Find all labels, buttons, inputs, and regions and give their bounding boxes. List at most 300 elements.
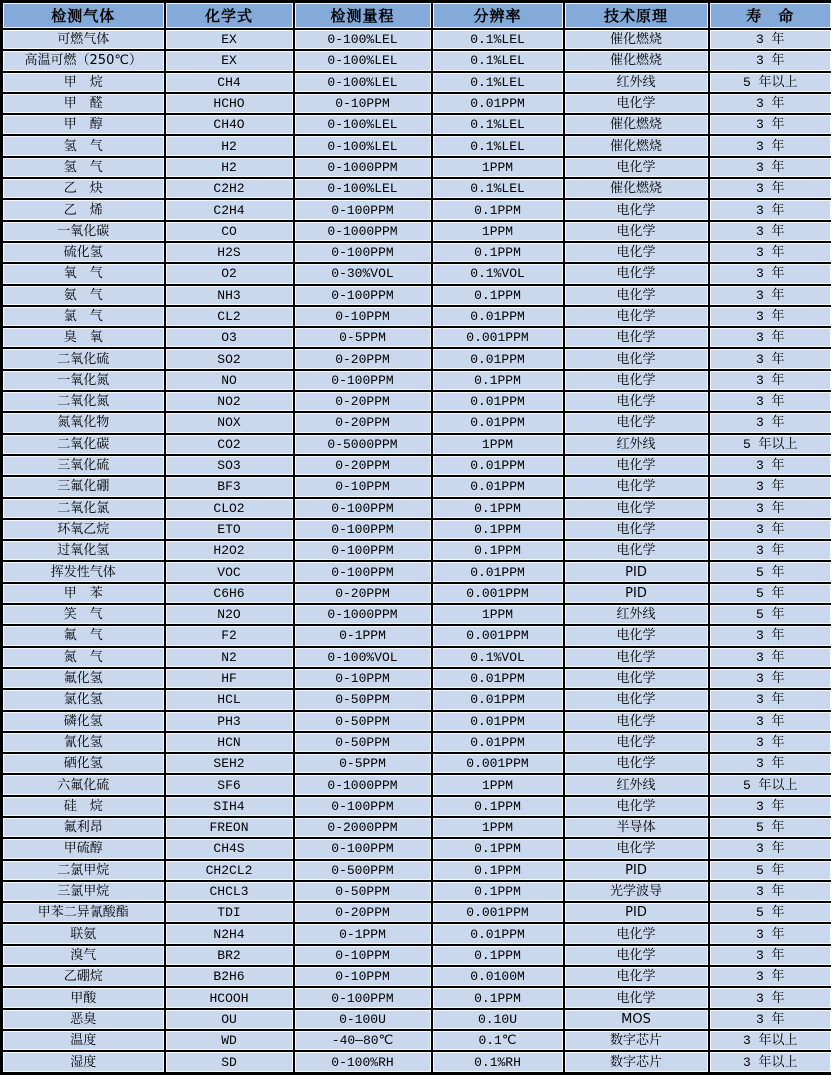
chemical-formula-cell: HCOOH [165, 987, 294, 1008]
lifespan-cell: 3 年 [709, 838, 831, 859]
gas-name-cell: 高温可燃（250℃） [2, 50, 165, 71]
table-row [2, 221, 831, 242]
chemical-formula-cell: NO2 [165, 391, 294, 412]
lifespan-cell: 3 年 [709, 29, 831, 50]
table-row [2, 732, 831, 753]
detection-range-cell: 0-1PPM [294, 923, 432, 944]
principle-cell: 红外线 [564, 434, 709, 455]
principle-cell: 半导体 [564, 817, 709, 838]
resolution-cell: 0.1PPM [432, 519, 564, 540]
gas-name-cell: 二氯甲烷 [2, 860, 165, 881]
lifespan-cell: 3 年以上 [709, 1030, 831, 1051]
gas-name-cell: 磷化氢 [2, 711, 165, 732]
header-lifespan: 寿 命 [709, 2, 831, 30]
principle-cell: 电化学 [564, 753, 709, 774]
principle-cell: 催化燃烧 [564, 29, 709, 50]
resolution-cell: 1PPM [432, 221, 564, 242]
gas-name-cell: 联氨 [2, 923, 165, 944]
gas-name-cell: 甲 醛 [2, 93, 165, 114]
lifespan-cell: 3 年 [709, 391, 831, 412]
lifespan-cell: 3 年 [709, 540, 831, 561]
principle-cell: 电化学 [564, 476, 709, 497]
resolution-cell: 0.01PPM [432, 391, 564, 412]
detection-range-cell: 0-5PPM [294, 327, 432, 348]
resolution-cell: 0.01PPM [432, 412, 564, 433]
table-row [2, 774, 831, 795]
principle-cell: 红外线 [564, 604, 709, 625]
chemical-formula-cell: BF3 [165, 476, 294, 497]
table-row [2, 114, 831, 135]
lifespan-cell: 3 年 [709, 114, 831, 135]
chemical-formula-cell: C2H2 [165, 178, 294, 199]
resolution-cell: 0.1%LEL [432, 114, 564, 135]
table-row [2, 604, 831, 625]
chemical-formula-cell: CO2 [165, 434, 294, 455]
principle-cell: 红外线 [564, 72, 709, 93]
principle-cell: 数字芯片 [564, 1030, 709, 1051]
header-chemical-formula: 化学式 [165, 2, 294, 30]
resolution-cell: 0.1PPM [432, 838, 564, 859]
principle-cell: PID [564, 583, 709, 604]
chemical-formula-cell: B2H6 [165, 966, 294, 987]
lifespan-cell: 3 年 [709, 753, 831, 774]
gas-name-cell: 二氧化氯 [2, 498, 165, 519]
gas-name-cell: 二氧化硫 [2, 348, 165, 369]
principle-cell: 电化学 [564, 348, 709, 369]
detection-range-cell: 0-100%LEL [294, 135, 432, 156]
chemical-formula-cell: H2S [165, 242, 294, 263]
table-row [2, 242, 831, 263]
gas-name-cell: 溴气 [2, 945, 165, 966]
principle-cell: 电化学 [564, 412, 709, 433]
principle-cell: 电化学 [564, 498, 709, 519]
resolution-cell: 0.1PPM [432, 540, 564, 561]
gas-name-cell: 乙 烯 [2, 199, 165, 220]
chemical-formula-cell: SEH2 [165, 753, 294, 774]
detection-range-cell: 0-100PPM [294, 796, 432, 817]
principle-cell: 催化燃烧 [564, 135, 709, 156]
table-row [2, 583, 831, 604]
lifespan-cell: 3 年 [709, 668, 831, 689]
table-row [2, 668, 831, 689]
resolution-cell: 1PPM [432, 434, 564, 455]
chemical-formula-cell: PH3 [165, 711, 294, 732]
principle-cell: 电化学 [564, 945, 709, 966]
lifespan-cell: 3 年以上 [709, 1051, 831, 1073]
gas-name-cell: 温度 [2, 1030, 165, 1051]
lifespan-cell: 5 年 [709, 561, 831, 582]
resolution-cell: 0.01PPM [432, 668, 564, 689]
resolution-cell: 0.01PPM [432, 561, 564, 582]
table-row [2, 817, 831, 838]
principle-cell: 催化燃烧 [564, 178, 709, 199]
gas-name-cell: 氟利昂 [2, 817, 165, 838]
principle-cell: 电化学 [564, 391, 709, 412]
chemical-formula-cell: SIH4 [165, 796, 294, 817]
lifespan-cell: 3 年 [709, 93, 831, 114]
chemical-formula-cell: CL2 [165, 306, 294, 327]
chemical-formula-cell: EX [165, 50, 294, 71]
principle-cell: 电化学 [564, 838, 709, 859]
table-row [2, 540, 831, 561]
detection-range-cell: 0-1000PPM [294, 157, 432, 178]
gas-name-cell: 氢 气 [2, 157, 165, 178]
resolution-cell: 0.001PPM [432, 327, 564, 348]
detection-range-cell: 0-1000PPM [294, 604, 432, 625]
lifespan-cell: 3 年 [709, 966, 831, 987]
gas-name-cell: 甲 烷 [2, 72, 165, 93]
principle-cell: 电化学 [564, 966, 709, 987]
chemical-formula-cell: HCL [165, 689, 294, 710]
detection-range-cell: 0-100PPM [294, 199, 432, 220]
table-row [2, 348, 831, 369]
gas-name-cell: 甲 醇 [2, 114, 165, 135]
lifespan-cell: 3 年 [709, 306, 831, 327]
gas-name-cell: 氟化氢 [2, 668, 165, 689]
detection-range-cell: 0-100PPM [294, 838, 432, 859]
detection-range-cell: 0-20PPM [294, 902, 432, 923]
lifespan-cell: 5 年以上 [709, 72, 831, 93]
table-row [2, 753, 831, 774]
table-row [2, 135, 831, 156]
gas-name-cell: 乙硼烷 [2, 966, 165, 987]
detection-range-cell: 0-10PPM [294, 93, 432, 114]
gas-name-cell: 氟 气 [2, 625, 165, 646]
chemical-formula-cell: SO2 [165, 348, 294, 369]
lifespan-cell: 5 年 [709, 902, 831, 923]
principle-cell: PID [564, 860, 709, 881]
header-technology-principle: 技术原理 [564, 2, 709, 30]
detection-range-cell: -40—80℃ [294, 1030, 432, 1051]
resolution-cell: 0.001PPM [432, 753, 564, 774]
resolution-cell: 0.1PPM [432, 987, 564, 1008]
table-row [2, 50, 831, 71]
principle-cell: 光学波导 [564, 881, 709, 902]
resolution-cell: 1PPM [432, 817, 564, 838]
principle-cell: 电化学 [564, 306, 709, 327]
lifespan-cell: 3 年 [709, 412, 831, 433]
resolution-cell: 0.001PPM [432, 625, 564, 646]
chemical-formula-cell: ETO [165, 519, 294, 540]
resolution-cell: 0.01PPM [432, 348, 564, 369]
principle-cell: 电化学 [564, 647, 709, 668]
resolution-cell: 0.1PPM [432, 498, 564, 519]
table-row [2, 72, 831, 93]
lifespan-cell: 3 年 [709, 881, 831, 902]
gas-name-cell: 一氧化碳 [2, 221, 165, 242]
resolution-cell: 0.001PPM [432, 902, 564, 923]
table-row [2, 455, 831, 476]
chemical-formula-cell: BR2 [165, 945, 294, 966]
resolution-cell: 0.01PPM [432, 455, 564, 476]
table-row [2, 561, 831, 582]
header-resolution: 分辨率 [432, 2, 564, 30]
principle-cell: 电化学 [564, 668, 709, 689]
resolution-cell: 0.1PPM [432, 860, 564, 881]
table-header-row [2, 2, 831, 30]
chemical-formula-cell: CH4 [165, 72, 294, 93]
table-row [2, 838, 831, 859]
chemical-formula-cell: FREON [165, 817, 294, 838]
lifespan-cell: 3 年 [709, 625, 831, 646]
lifespan-cell: 3 年 [709, 476, 831, 497]
table-row [2, 199, 831, 220]
lifespan-cell: 3 年 [709, 455, 831, 476]
principle-cell: 电化学 [564, 93, 709, 114]
lifespan-cell: 3 年 [709, 519, 831, 540]
detection-range-cell: 0-100PPM [294, 242, 432, 263]
gas-name-cell: 六氟化硫 [2, 774, 165, 795]
detection-range-cell: 0-20PPM [294, 455, 432, 476]
lifespan-cell: 5 年以上 [709, 434, 831, 455]
lifespan-cell: 3 年 [709, 987, 831, 1008]
chemical-formula-cell: CO [165, 221, 294, 242]
detection-range-cell: 0-100PPM [294, 370, 432, 391]
gas-name-cell: 氨 气 [2, 285, 165, 306]
resolution-cell: 0.1PPM [432, 199, 564, 220]
resolution-cell: 0.1%LEL [432, 72, 564, 93]
detection-range-cell: 0-5PPM [294, 753, 432, 774]
lifespan-cell: 5 年 [709, 860, 831, 881]
table-row [2, 796, 831, 817]
resolution-cell: 0.01PPM [432, 689, 564, 710]
resolution-cell: 0.01PPM [432, 923, 564, 944]
table-row [2, 860, 831, 881]
detection-range-cell: 0-100%LEL [294, 114, 432, 135]
table-row [2, 370, 831, 391]
table-row [2, 1030, 831, 1051]
resolution-cell: 0.1%VOL [432, 263, 564, 284]
resolution-cell: 0.001PPM [432, 583, 564, 604]
gas-name-cell: 恶臭 [2, 1009, 165, 1030]
resolution-cell: 0.1PPM [432, 945, 564, 966]
gas-name-cell: 笑 气 [2, 604, 165, 625]
principle-cell: 电化学 [564, 221, 709, 242]
principle-cell: 电化学 [564, 370, 709, 391]
table-row [2, 987, 831, 1008]
lifespan-cell: 5 年 [709, 817, 831, 838]
resolution-cell: 1PPM [432, 157, 564, 178]
principle-cell: 催化燃烧 [564, 114, 709, 135]
detection-range-cell: 0-20PPM [294, 391, 432, 412]
detection-range-cell: 0-10PPM [294, 668, 432, 689]
gas-name-cell: 硫化氢 [2, 242, 165, 263]
chemical-formula-cell: CH2CL2 [165, 860, 294, 881]
detection-range-cell: 0-1PPM [294, 625, 432, 646]
lifespan-cell: 3 年 [709, 135, 831, 156]
resolution-cell: 0.10U [432, 1009, 564, 1030]
table-row [2, 647, 831, 668]
lifespan-cell: 3 年 [709, 348, 831, 369]
gas-name-cell: 一氧化氮 [2, 370, 165, 391]
gas-name-cell: 氢 气 [2, 135, 165, 156]
detection-range-cell: 0-20PPM [294, 583, 432, 604]
chemical-formula-cell: OU [165, 1009, 294, 1030]
chemical-formula-cell: C6H6 [165, 583, 294, 604]
principle-cell: 电化学 [564, 540, 709, 561]
principle-cell: MOS [564, 1009, 709, 1030]
gas-name-cell: 氧 气 [2, 263, 165, 284]
resolution-cell: 0.1%RH [432, 1051, 564, 1073]
detection-range-cell: 0-10PPM [294, 945, 432, 966]
table-row [2, 625, 831, 646]
lifespan-cell: 3 年 [709, 796, 831, 817]
table-row [2, 902, 831, 923]
gas-name-cell: 环氧乙烷 [2, 519, 165, 540]
lifespan-cell: 3 年 [709, 923, 831, 944]
resolution-cell: 0.1%VOL [432, 647, 564, 668]
detection-range-cell: 0-100%LEL [294, 178, 432, 199]
lifespan-cell: 5 年 [709, 604, 831, 625]
lifespan-cell: 3 年 [709, 732, 831, 753]
chemical-formula-cell: CHCL3 [165, 881, 294, 902]
chemical-formula-cell: C2H4 [165, 199, 294, 220]
table-row [2, 966, 831, 987]
lifespan-cell: 3 年 [709, 178, 831, 199]
table-row [2, 263, 831, 284]
table-row [2, 1009, 831, 1030]
table-row [2, 434, 831, 455]
table-row [2, 391, 831, 412]
detection-range-cell: 0-50PPM [294, 881, 432, 902]
principle-cell: 电化学 [564, 519, 709, 540]
detection-range-cell: 0-100%LEL [294, 50, 432, 71]
resolution-cell: 0.01PPM [432, 711, 564, 732]
resolution-cell: 0.1%LEL [432, 135, 564, 156]
detection-range-cell: 0-50PPM [294, 732, 432, 753]
detection-range-cell: 0-100PPM [294, 561, 432, 582]
detection-range-cell: 0-100PPM [294, 285, 432, 306]
gas-name-cell: 三氟化硼 [2, 476, 165, 497]
resolution-cell: 0.1PPM [432, 881, 564, 902]
gas-name-cell: 硅 烷 [2, 796, 165, 817]
table-row [2, 881, 831, 902]
chemical-formula-cell: SF6 [165, 774, 294, 795]
chemical-formula-cell: NOX [165, 412, 294, 433]
lifespan-cell: 5 年以上 [709, 774, 831, 795]
table-row [2, 178, 831, 199]
detection-range-cell: 0-100PPM [294, 498, 432, 519]
principle-cell: PID [564, 902, 709, 923]
principle-cell: 电化学 [564, 796, 709, 817]
gas-name-cell: 氮氧化物 [2, 412, 165, 433]
gas-name-cell: 甲酸 [2, 987, 165, 1008]
lifespan-cell: 3 年 [709, 647, 831, 668]
lifespan-cell: 3 年 [709, 221, 831, 242]
resolution-cell: 0.01PPM [432, 306, 564, 327]
resolution-cell: 0.1℃ [432, 1030, 564, 1051]
chemical-formula-cell: CH4S [165, 838, 294, 859]
gas-name-cell: 三氯甲烷 [2, 881, 165, 902]
principle-cell: 电化学 [564, 689, 709, 710]
resolution-cell: 0.1%LEL [432, 29, 564, 50]
principle-cell: 电化学 [564, 242, 709, 263]
lifespan-cell: 3 年 [709, 327, 831, 348]
chemical-formula-cell: SO3 [165, 455, 294, 476]
chemical-formula-cell: N2O [165, 604, 294, 625]
detection-range-cell: 0-1000PPM [294, 774, 432, 795]
chemical-formula-cell: HCHO [165, 93, 294, 114]
detection-range-cell: 0-50PPM [294, 689, 432, 710]
header-gas-name: 检测气体 [2, 2, 165, 30]
table-row [2, 93, 831, 114]
principle-cell: 电化学 [564, 732, 709, 753]
chemical-formula-cell: F2 [165, 625, 294, 646]
principle-cell: 红外线 [564, 774, 709, 795]
gas-name-cell: 氯化氢 [2, 689, 165, 710]
detection-range-cell: 0-100PPM [294, 540, 432, 561]
lifespan-cell: 3 年 [709, 263, 831, 284]
resolution-cell: 0.01PPM [432, 732, 564, 753]
detection-range-cell: 0-30%VOL [294, 263, 432, 284]
resolution-cell: 0.01PPM [432, 476, 564, 497]
resolution-cell: 0.1PPM [432, 796, 564, 817]
principle-cell: 催化燃烧 [564, 50, 709, 71]
gas-name-cell: 氰化氢 [2, 732, 165, 753]
table-row [2, 476, 831, 497]
principle-cell: 电化学 [564, 199, 709, 220]
resolution-cell: 0.1PPM [432, 242, 564, 263]
resolution-cell: 0.1PPM [432, 285, 564, 306]
chemical-formula-cell: CH4O [165, 114, 294, 135]
principle-cell: 电化学 [564, 263, 709, 284]
gas-name-cell: 可燃气体 [2, 29, 165, 50]
detection-range-cell: 0-20PPM [294, 412, 432, 433]
gas-name-cell: 过氧化氢 [2, 540, 165, 561]
lifespan-cell: 3 年 [709, 370, 831, 391]
lifespan-cell: 3 年 [709, 711, 831, 732]
lifespan-cell: 3 年 [709, 945, 831, 966]
lifespan-cell: 3 年 [709, 689, 831, 710]
detection-range-cell: 0-1000PPM [294, 221, 432, 242]
lifespan-cell: 3 年 [709, 199, 831, 220]
detection-range-cell: 0-100U [294, 1009, 432, 1030]
resolution-cell: 1PPM [432, 774, 564, 795]
principle-cell: 电化学 [564, 625, 709, 646]
principle-cell: 电化学 [564, 987, 709, 1008]
table-row [2, 711, 831, 732]
detection-range-cell: 0-2000PPM [294, 817, 432, 838]
chemical-formula-cell: N2H4 [165, 923, 294, 944]
principle-cell: 电化学 [564, 285, 709, 306]
chemical-formula-cell: CLO2 [165, 498, 294, 519]
chemical-formula-cell: TDI [165, 902, 294, 923]
chemical-formula-cell: EX [165, 29, 294, 50]
gas-name-cell: 三氧化硫 [2, 455, 165, 476]
gas-name-cell: 甲硫醇 [2, 838, 165, 859]
table-row [2, 306, 831, 327]
lifespan-cell: 3 年 [709, 157, 831, 178]
detection-range-cell: 0-100%LEL [294, 29, 432, 50]
gas-name-cell: 硒化氢 [2, 753, 165, 774]
principle-cell: 电化学 [564, 327, 709, 348]
table-row [2, 412, 831, 433]
gas-name-cell: 甲 苯 [2, 583, 165, 604]
table-row [2, 923, 831, 944]
resolution-cell: 0.01PPM [432, 93, 564, 114]
chemical-formula-cell: HCN [165, 732, 294, 753]
detection-range-cell: 0-100%RH [294, 1051, 432, 1073]
table-row [2, 689, 831, 710]
chemical-formula-cell: H2 [165, 157, 294, 178]
lifespan-cell: 5 年 [709, 583, 831, 604]
chemical-formula-cell: N2 [165, 647, 294, 668]
chemical-formula-cell: SD [165, 1051, 294, 1073]
detection-range-cell: 0-10PPM [294, 476, 432, 497]
chemical-formula-cell: HF [165, 668, 294, 689]
detection-range-cell: 0-50PPM [294, 711, 432, 732]
detection-range-cell: 0-100PPM [294, 519, 432, 540]
